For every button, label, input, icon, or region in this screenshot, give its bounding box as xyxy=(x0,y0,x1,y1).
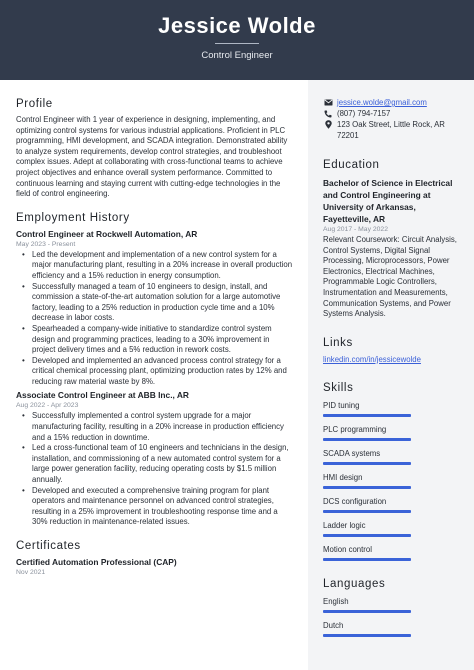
skill-item xyxy=(323,520,460,537)
skill-item-level-fill xyxy=(323,438,411,441)
candidate-name: Jessice Wolde xyxy=(158,13,316,38)
skill-item-level-fill xyxy=(323,510,411,513)
languages-list xyxy=(323,596,460,637)
skill-item xyxy=(323,400,460,417)
email-link[interactable]: jessice.wolde@gmail.com xyxy=(337,98,427,107)
skill-item-level-fill xyxy=(323,558,411,561)
linkedin-link[interactable]: linkedin.com/in/jessicewolde xyxy=(323,354,421,364)
skill-item-level-bar xyxy=(323,558,411,561)
resume-header xyxy=(0,0,474,80)
language-item-level-bar xyxy=(323,610,411,613)
skill-item-level-bar xyxy=(323,486,411,489)
certificate-date: Nov 2021 xyxy=(16,569,46,576)
skill-item xyxy=(323,448,460,465)
job-bullet: • Developed and implemented an advanced process control strategy for a critical chemical processing plant, optimizing production rates by 12% and reducing raw material waste by 8%. xyxy=(22,356,294,388)
job-bullet: • Successfully implemented a control system upgrade for a major manufacturing facility, resulting in a 20% increase in production efficiency and a 15% reduction in downtime. xyxy=(22,411,294,443)
links-heading: Links xyxy=(323,336,353,349)
skill-item-label: HMI design xyxy=(323,473,363,483)
job-bullet: • Led the development and implementation of a new control system for a major manufacturing plant, resulting in a 20% increase in overall production efficiency and a 15% reduction in energy consumption. xyxy=(22,250,294,282)
skill-item-level-bar xyxy=(323,414,411,417)
job-bullets xyxy=(22,411,294,528)
languages-section xyxy=(323,578,460,637)
degree-title: Bachelor of Science in Electrical and Control Engineering at University of Arkansas, Fayetteville, AR xyxy=(323,178,453,224)
header-divider xyxy=(215,43,259,44)
language-item-label: Dutch xyxy=(323,621,344,631)
main-column xyxy=(16,98,294,589)
skill-item xyxy=(323,472,460,489)
job-bullets xyxy=(22,250,294,388)
job-bullet: • Led a cross-functional team of 10 engineers and technicians in the design, installation, and commissioning of a new automated control system for a large power generation facility, reducing operating costs by $1.5 million annually. xyxy=(22,443,294,485)
links-section xyxy=(323,337,460,366)
language-item-level-bar xyxy=(323,634,411,637)
profile-heading: Profile xyxy=(16,98,53,110)
skill-item xyxy=(323,544,460,561)
job-date: May 2023 - Present xyxy=(16,240,76,248)
job-bullet: • Developed and executed a comprehensive training program for plant operators and maintenance personnel on advanced control strategies, resulting in a 25% improvement in troubleshooting response time and a 30% reduction in maintenance-related issues. xyxy=(22,486,294,528)
education-section xyxy=(323,159,460,320)
language-item xyxy=(323,596,460,613)
profile-section xyxy=(16,98,294,200)
skills-list xyxy=(323,400,460,561)
skill-item-level-bar xyxy=(323,438,411,441)
certificates-section xyxy=(16,540,294,577)
skill-item-label: SCADA systems xyxy=(323,449,381,459)
map-pin-icon xyxy=(323,119,333,130)
skill-item-label: Ladder logic xyxy=(323,521,366,531)
employment-section xyxy=(16,212,294,528)
contact-email-row xyxy=(323,97,460,108)
job-bullet: • Successfully managed a team of 10 engineers to design, install, and commission a state-of-the-art automation solution for a large automotive factory, leading to a 25% reduction in production cycle time and a 10% decrease in labor costs. xyxy=(22,282,294,324)
skill-item-label: PLC programming xyxy=(323,425,387,435)
language-item-level-fill xyxy=(323,634,411,637)
skill-item xyxy=(323,496,460,513)
sidebar xyxy=(308,80,474,670)
language-item xyxy=(323,620,460,637)
envelope-icon xyxy=(323,97,333,108)
job-bullet: • Spearheaded a company-wide initiative to standardize control system design and programming practices, leading to a 30% improvement in project delivery times and a 5% reduction in rework costs. xyxy=(22,324,294,356)
job-entry xyxy=(16,390,294,528)
skill-item-label: Motion control xyxy=(323,545,372,555)
certificates-heading: Certificates xyxy=(16,540,81,552)
job-entry xyxy=(16,229,294,388)
skills-heading: Skills xyxy=(323,382,354,395)
skill-item-level-bar xyxy=(323,462,411,465)
job-date: Aug 2022 - Apr 2023 xyxy=(16,402,79,410)
education-heading: Education xyxy=(323,159,380,171)
skill-item xyxy=(323,424,460,441)
skill-item-label: DCS configuration xyxy=(323,497,387,507)
employment-heading: Employment History xyxy=(16,211,130,224)
phone-text: (807) 794-7157 xyxy=(337,109,391,118)
address-text: 123 Oak Street, Little Rock, AR 72201 xyxy=(337,120,445,140)
contact-phone-row xyxy=(323,108,460,119)
phone-icon xyxy=(323,108,333,119)
skill-item-label: PID tuning xyxy=(323,401,360,411)
skill-item-level-fill xyxy=(323,534,411,537)
candidate-title: Control Engineer xyxy=(201,50,273,61)
language-item-label: English xyxy=(323,597,349,607)
skill-item-level-fill xyxy=(323,462,411,465)
certificate-title: Certified Automation Professional (CAP) xyxy=(16,557,177,567)
language-item-level-fill xyxy=(323,610,411,613)
contact-address-row xyxy=(323,119,460,141)
skill-item-level-bar xyxy=(323,510,411,513)
skill-item-level-fill xyxy=(323,414,411,417)
profile-text: Control Engineer with 1 year of experience in designing, implementing, and optimizing control systems for various industrial applications. Proficient in PLC programming, HMI development, and SCADA integration. Demonstrated ability to analyze system requirements, develop control strategies, and troubleshoot complex issues. Adept at collaborating with cross-functional teams to achieve project objectives and enhance overall system performance. Committed to continuous learning and staying current with cutting-edge technologies in the field of control engineering. xyxy=(16,115,288,199)
job-title: Control Engineer at Rockwell Automation, AR xyxy=(16,228,198,239)
skills-section xyxy=(323,382,460,561)
job-title: Associate Control Engineer at ABB Inc., AR xyxy=(16,390,189,401)
education-date: Aug 2017 - May 2022 xyxy=(323,226,388,233)
contact-section xyxy=(323,97,460,141)
skill-item-level-bar xyxy=(323,534,411,537)
skill-item-level-fill xyxy=(323,486,411,489)
languages-heading: Languages xyxy=(323,578,386,591)
education-details: Relevant Coursework: Circuit Analysis, Control Systems, Digital Signal Processing, Microprocessors, Power Electronics, Electrical Machines, Programmable Logic Controllers, Instrumentation and Measurements, Communication Systems, and Power Systems Analysis. xyxy=(323,235,457,319)
